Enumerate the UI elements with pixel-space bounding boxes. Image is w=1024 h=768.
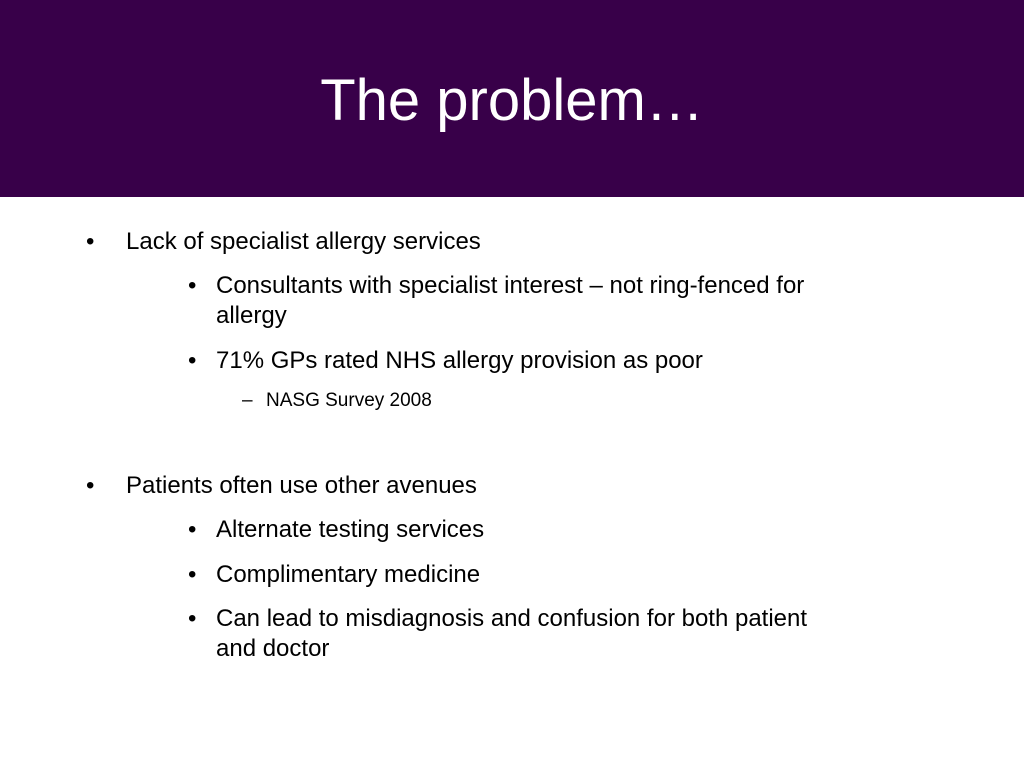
bullet-text: Lack of specialist allergy services [126,228,481,255]
sub-bullet-line: Complimentary medicine [216,561,481,588]
sub-bullet-complimentary-medicine [188,560,481,590]
sub-bullet-gp-rating [188,346,703,376]
bullet-lack-of-services [86,227,481,257]
bullet-marker: • [86,472,95,499]
dash-marker: – [242,390,253,411]
bullet-text: Patients often use other avenues [126,472,477,499]
bullet-marker: • [188,272,197,299]
sub-bullet-alternate-testing [188,515,485,545]
sub-bullet-line: Can lead to misdiagnosis and confusion for both patient [216,605,808,632]
sub-bullet-line: 71% GPs rated NHS allergy provision as poor [216,347,703,374]
bullet-other-avenues [86,471,477,501]
sub-bullet-misdiagnosis [188,604,808,664]
sub-bullet-line: allergy [216,302,287,329]
sub-bullet-consultants [188,271,805,331]
title-banner [0,0,1024,197]
bullet-marker: • [188,347,197,374]
bullet-marker: • [188,561,197,588]
citation-text: NASG Survey 2008 [266,390,432,411]
bullet-marker: • [86,228,95,255]
source-citation [242,389,432,413]
sub-bullet-line: and doctor [216,635,330,662]
sub-bullet-line: Alternate testing services [216,516,485,543]
slide-title: The problem… [320,68,704,133]
bullet-marker: • [188,605,197,632]
sub-bullet-line: Consultants with specialist interest – not ring-fenced for [216,272,805,299]
bullet-marker: • [188,516,197,543]
